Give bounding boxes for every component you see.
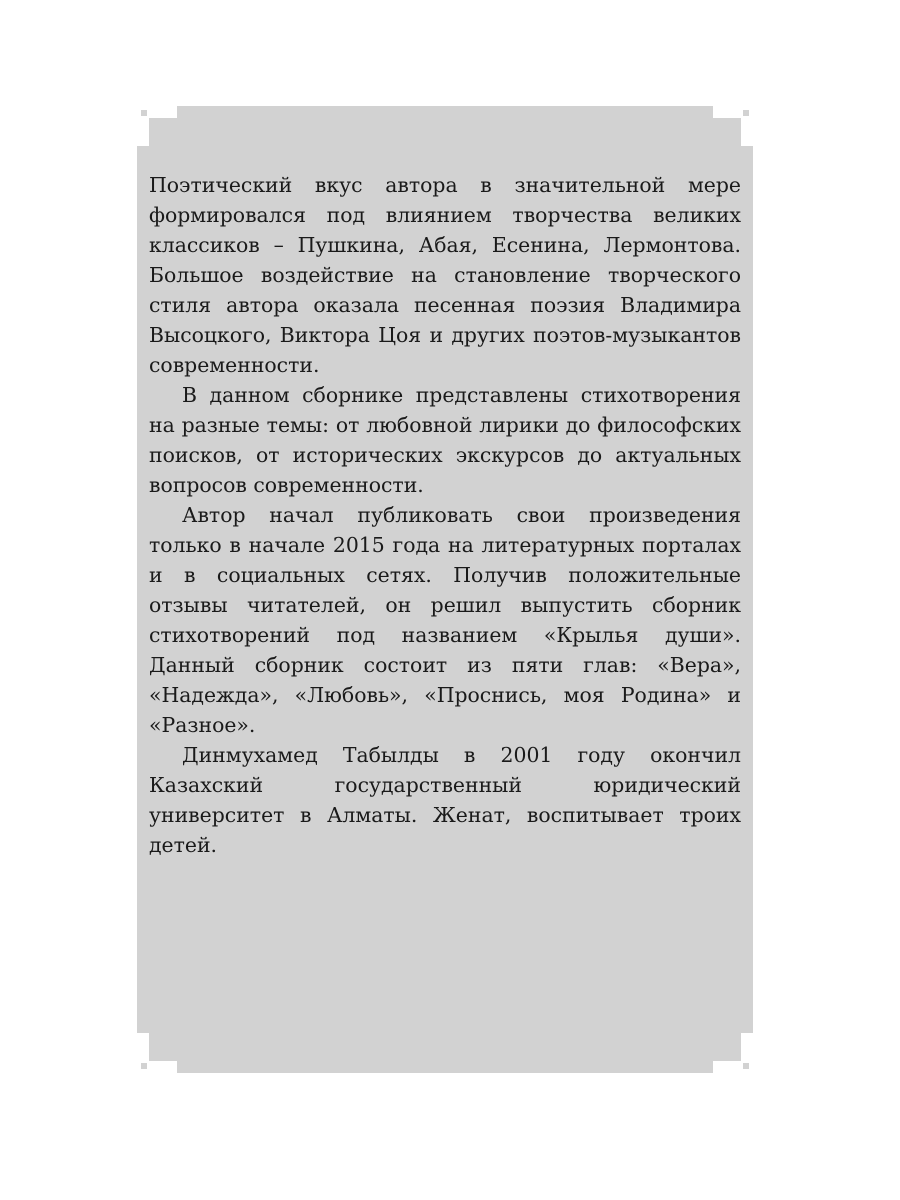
paragraph-publication: Автор начал публиковать свои произведения только в начале 2015 года на литературных порталах и в социальных сетях. Получив положительные отзывы читателей, он решил выпустить сборник стихотворений под названием «Крылья души». Данный сборник состоит из пяти глав: «Вера», «Надежда», «Любовь», «Проснись, моя Родина» и «Разное». (149, 503, 741, 737)
corner-ornament-top-right (713, 106, 753, 146)
corner-ornament-bottom-left (137, 1033, 177, 1073)
corner-ornament-bottom-right (713, 1033, 753, 1073)
paragraph-biography: Динмухамед Табылды в 2001 году окончил Казахский государственный юридический университет в Алматы. Женат, воспитывает троих детей. (149, 743, 741, 857)
author-bio-text (149, 170, 741, 860)
corner-ornament-top-left (137, 106, 177, 146)
paragraph-influences: Поэтический вкус автора в значительной мере формировался под влиянием творчества великих классиков – Пушкина, Абая, Есенина, Лермонтова. Большое воздействие на становление творческого стиля автора оказала песенная поэзия Владимира Высоцкого, Виктора Цоя и других поэтов-музыкантов современности. (149, 173, 741, 377)
paragraph-collection-themes: В данном сборнике представлены стихотворения на разные темы: от любовной лирики до философских поисков, от исторических экскурсов до актуальных вопросов современности. (149, 383, 741, 497)
